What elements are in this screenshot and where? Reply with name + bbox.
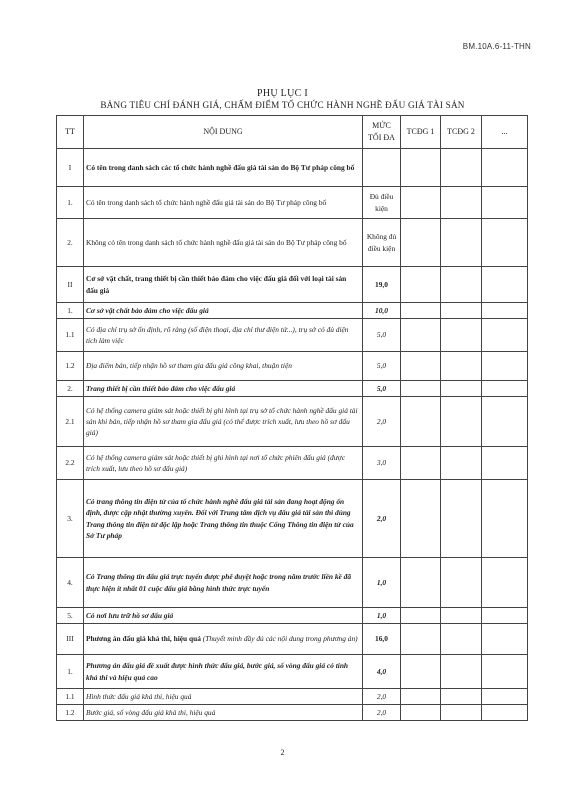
row-content-text: Có Trang thông tin đấu giá trực tuyến được phê duyệt hoặc trong năm trước liền kề đã thực hiện ít nhất 01 cuộc đấu giá bằng hình thức trực tuyến <box>86 572 352 593</box>
row-content-text: Có nơi lưu trữ hồ sơ đấu giá <box>86 610 174 620</box>
score-tcdg1-cell[interactable] <box>401 219 441 267</box>
row-max-score: 19,0 <box>363 267 401 303</box>
row-content-text: Không có tên trong danh sách tổ chức hành nghề đấu giá tài sản do Bộ Tư pháp công bố <box>86 237 347 247</box>
table-title: BẢNG TIÊU CHÍ ĐÁNH GIÁ, CHẤM ĐIỂM TỔ CHỨC HÀNH NGHỀ ĐẤU GIÁ TÀI SẢN <box>100 100 465 110</box>
table-row <box>57 447 528 480</box>
row-max-score: 5,0 <box>363 319 401 352</box>
score-tcdg2-cell[interactable] <box>441 608 482 624</box>
score-tcdg1-cell[interactable] <box>401 705 441 721</box>
row-number: 1. <box>57 187 84 219</box>
table-row <box>57 352 528 381</box>
row-content-text: Có trang thông tin điện tử của tổ chức hành nghề đấu giá tài sản đang hoạt động ổn định, được cập nhật thường xuyên. Đối với Trung tâm dịch vụ đấu giá tài sản thì dùng Trang thông tin điện tử độc lập hoặc Trang thông tin thuộc Cổng Thông tin điện tử của Sở Tư pháp <box>86 497 354 540</box>
row-content <box>84 558 363 608</box>
header-more: ... <box>482 116 528 149</box>
row-number: 2.2 <box>57 447 84 480</box>
score-more-cell[interactable] <box>482 303 528 319</box>
row-content-text: Cơ sở vật chất bảo đảm cho việc đấu giá <box>86 305 209 315</box>
row-content <box>84 608 363 624</box>
table-row <box>57 187 528 219</box>
score-more-cell[interactable] <box>482 219 528 267</box>
table-row <box>57 655 528 689</box>
row-content <box>84 624 363 655</box>
score-tcdg2-cell[interactable] <box>441 319 482 352</box>
row-number: 1.2 <box>57 705 84 721</box>
score-more-cell[interactable] <box>482 149 528 187</box>
row-max-score: 2,0 <box>363 480 401 558</box>
score-tcdg1-cell[interactable] <box>401 558 441 608</box>
score-tcdg1-cell[interactable] <box>401 655 441 689</box>
row-content-text: Phương án đấu giá đề xuất được hình thức đấu giá, bước giá, số vòng đấu giá có tính khả thi và hiệu quả cao <box>86 661 349 682</box>
score-more-cell[interactable] <box>482 558 528 608</box>
row-number: 1.1 <box>57 319 84 352</box>
score-tcdg1-cell[interactable] <box>401 149 441 187</box>
table-row <box>57 303 528 319</box>
row-content <box>84 447 363 480</box>
row-content-text: Phương án đấu giá khả thi, hiệu quả <box>86 634 201 644</box>
score-tcdg2-cell[interactable] <box>441 303 482 319</box>
document-code: BM.10A.6-11-THN <box>462 42 531 51</box>
score-tcdg2-cell[interactable] <box>441 558 482 608</box>
row-content <box>84 397 363 447</box>
row-number: 5. <box>57 608 84 624</box>
score-tcdg2-cell[interactable] <box>441 689 482 705</box>
row-content-text: Có địa chỉ trụ sở ổn định, rõ ràng (số điện thoại, địa chỉ thư điện tử...), trụ sở có đủ diện tích làm việc <box>86 324 349 345</box>
row-number: I <box>57 149 84 187</box>
score-more-cell[interactable] <box>482 319 528 352</box>
row-max-score: Không đủ điều kiện <box>363 219 401 267</box>
score-more-cell[interactable] <box>482 705 528 721</box>
row-max-score: 3,0 <box>363 447 401 480</box>
row-content <box>84 352 363 381</box>
header-tt: TT <box>57 116 84 149</box>
score-tcdg2-cell[interactable] <box>441 267 482 303</box>
table-row <box>57 381 528 397</box>
row-content-text: Cơ sở vật chất, trang thiết bị cần thiết bảo đảm cho việc đấu giá đối với loại tài sản đấu giá <box>86 274 347 295</box>
score-more-cell[interactable] <box>482 655 528 689</box>
score-tcdg2-cell[interactable] <box>441 352 482 381</box>
table-row <box>57 558 528 608</box>
score-tcdg1-cell[interactable] <box>401 352 441 381</box>
row-max-score: 4,0 <box>363 655 401 689</box>
row-content-text: Trang thiết bị cần thiết bảo đảm cho việc đấu giá <box>86 383 236 393</box>
score-tcdg2-cell[interactable] <box>441 447 482 480</box>
score-tcdg2-cell[interactable] <box>441 187 482 219</box>
row-max-score: 1,0 <box>363 608 401 624</box>
row-number: II <box>57 267 84 303</box>
row-number: 3. <box>57 480 84 558</box>
score-tcdg2-cell[interactable] <box>441 655 482 689</box>
row-content-text: Có tên trong danh sách tổ chức hành nghề đấu giá tài sản do Bộ Tư pháp công bố <box>86 197 327 207</box>
score-tcdg1-cell[interactable] <box>401 447 441 480</box>
score-tcdg1-cell[interactable] <box>401 397 441 447</box>
table-header-row <box>57 116 528 149</box>
row-max-score: 2,0 <box>363 397 401 447</box>
score-tcdg1-cell[interactable] <box>401 689 441 705</box>
header-tcdg1: TCĐG 1 <box>401 116 441 149</box>
row-max-score: 2,0 <box>363 689 401 705</box>
row-content-text: Địa điểm bán, tiếp nhận hồ sơ tham gia đấu giá công khai, thuận tiện <box>86 361 292 371</box>
row-content-text: Có tên trong danh sách các tổ chức hành nghề đấu giá tài sản do Bộ Tư pháp công bố <box>86 162 355 172</box>
score-more-cell[interactable] <box>482 608 528 624</box>
row-max-score <box>363 149 401 187</box>
row-content <box>84 303 363 319</box>
row-number: 2.1 <box>57 397 84 447</box>
score-tcdg2-cell[interactable] <box>441 480 482 558</box>
score-tcdg2-cell[interactable] <box>441 705 482 721</box>
score-tcdg2-cell[interactable] <box>441 149 482 187</box>
row-max-score: 1,0 <box>363 558 401 608</box>
table-row <box>57 689 528 705</box>
row-number: 2. <box>57 381 84 397</box>
row-number: 2. <box>57 219 84 267</box>
table-row <box>57 705 528 721</box>
table-row <box>57 480 528 558</box>
score-more-cell[interactable] <box>482 381 528 397</box>
row-number: 1.1 <box>57 689 84 705</box>
row-number: 1.2 <box>57 352 84 381</box>
score-tcdg1-cell[interactable] <box>401 624 441 655</box>
header-max: MỨC TỐI ĐA <box>363 116 401 149</box>
score-tcdg2-cell[interactable] <box>441 219 482 267</box>
row-content <box>84 219 363 267</box>
score-tcdg1-cell[interactable] <box>401 267 441 303</box>
score-tcdg1-cell[interactable] <box>401 303 441 319</box>
row-max-score: 5,0 <box>363 381 401 397</box>
row-content-text: Có hệ thống camera giám sát hoặc thiết bị ghi hình tại nơi tổ chức phiên đấu giá (được trích xuất, lưu theo hồ sơ đấu giá) <box>86 452 345 473</box>
score-more-cell[interactable] <box>482 624 528 655</box>
score-more-cell[interactable] <box>482 352 528 381</box>
row-number: 1. <box>57 655 84 689</box>
row-content <box>84 187 363 219</box>
row-content <box>84 655 363 689</box>
table-row <box>57 267 528 303</box>
score-more-cell[interactable] <box>482 447 528 480</box>
row-max-score: 5,0 <box>363 352 401 381</box>
score-more-cell[interactable] <box>482 689 528 705</box>
score-tcdg1-cell[interactable] <box>401 381 441 397</box>
score-tcdg2-cell[interactable] <box>441 397 482 447</box>
page-number: 2 <box>280 748 285 757</box>
score-tcdg2-cell[interactable] <box>441 381 482 397</box>
score-tcdg1-cell[interactable] <box>401 480 441 558</box>
row-number: 1. <box>57 303 84 319</box>
table-row <box>57 219 528 267</box>
table-row <box>57 319 528 352</box>
row-max-score: 16,0 <box>363 624 401 655</box>
table-row <box>57 149 528 187</box>
table-row <box>57 397 528 447</box>
score-tcdg1-cell[interactable] <box>401 319 441 352</box>
score-more-cell[interactable] <box>482 397 528 447</box>
table-row <box>57 624 528 655</box>
row-max-score: 10,0 <box>363 303 401 319</box>
row-content-note: (Thuyết minh đầy đủ các nội dung trong phương án) <box>200 634 358 644</box>
row-content-text: Bước giá, số vòng đấu giá khả thi, hiệu quả <box>86 707 216 717</box>
row-content <box>84 267 363 303</box>
row-content <box>84 689 363 705</box>
score-more-cell[interactable] <box>482 187 528 219</box>
criteria-table <box>56 115 528 721</box>
row-content <box>84 381 363 397</box>
row-content-text: Có hệ thống camera giám sát hoặc thiết bị ghi hình tại trụ sở tổ chức hành nghề đấu giá tài sản khi bán, tiếp nhận hồ sơ tham gia đấu giá (có thể được trích xuất, lưu theo hồ sơ đấu giá) <box>86 405 358 438</box>
row-content <box>84 480 363 558</box>
score-tcdg2-cell[interactable] <box>441 624 482 655</box>
row-content-text: Hình thức đấu giá khả thi, hiệu quả <box>86 691 192 701</box>
score-more-cell[interactable] <box>482 267 528 303</box>
row-number: 4. <box>57 558 84 608</box>
row-number: III <box>57 624 84 655</box>
row-content <box>84 149 363 187</box>
row-max-score: 2,0 <box>363 705 401 721</box>
table-row <box>57 608 528 624</box>
header-content: NỘI DUNG <box>84 116 363 149</box>
score-more-cell[interactable] <box>482 480 528 558</box>
score-tcdg1-cell[interactable] <box>401 608 441 624</box>
row-content <box>84 319 363 352</box>
appendix-title: PHỤ LỤC I <box>256 88 309 99</box>
score-tcdg1-cell[interactable] <box>401 187 441 219</box>
header-tcdg2: TCĐG 2 <box>441 116 482 149</box>
row-content <box>84 705 363 721</box>
row-max-score: Đủ điều kiện <box>363 187 401 219</box>
